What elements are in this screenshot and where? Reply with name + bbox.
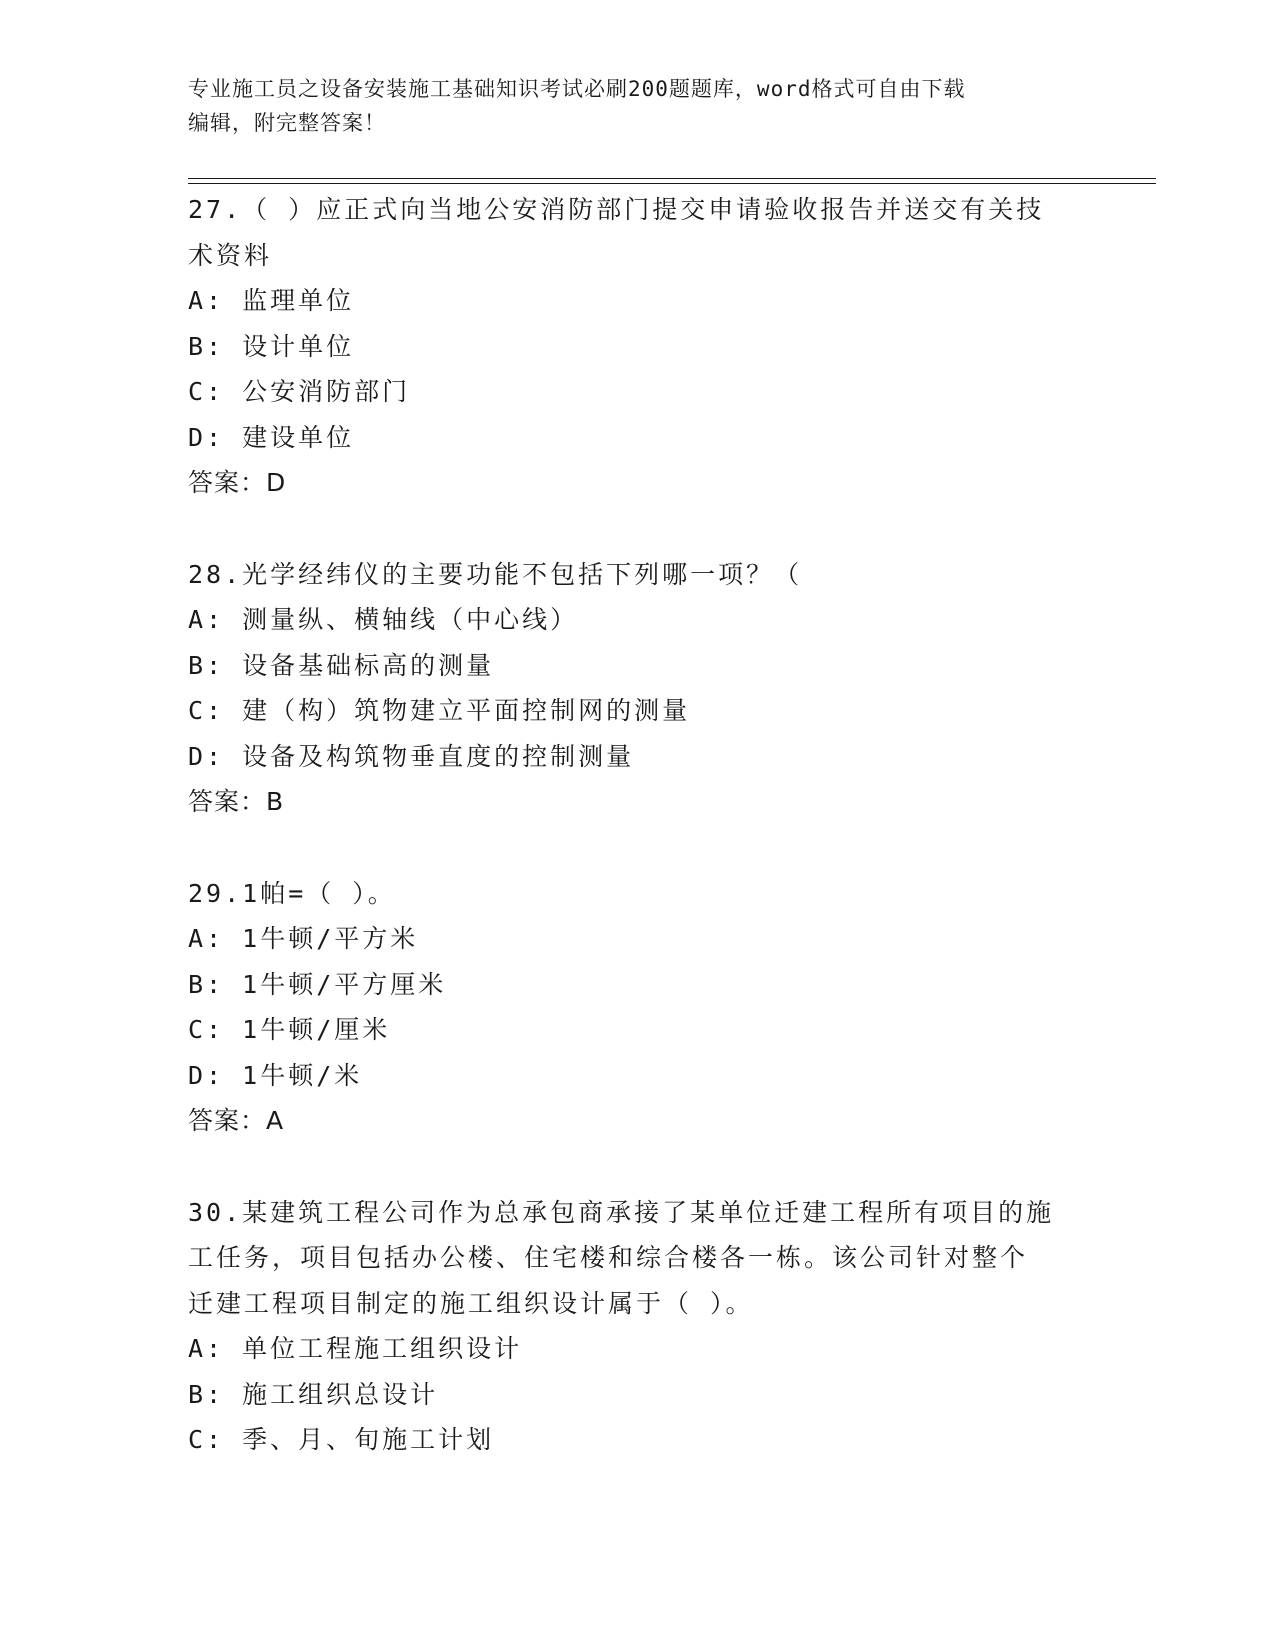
- question-28: [188, 552, 1088, 825]
- option-c: C: 季、月、旬施工计划: [188, 1425, 495, 1454]
- document-header: [188, 72, 1068, 140]
- answer: 答案：B: [188, 787, 285, 816]
- question-27: [188, 187, 1088, 506]
- option-d: D: 1牛顿/米: [188, 1060, 363, 1090]
- header-title-line-1: 专业施工员之设备安装施工基础知识考试必刷200题题库，word格式可自由下载: [188, 77, 966, 101]
- option-c: C: 公安消防部门: [188, 377, 411, 406]
- question-stem: 迁建工程项目制定的施工组织设计属于（ ）。: [188, 1288, 754, 1318]
- question-29: [188, 871, 1088, 1144]
- header-divider-bottom: [188, 183, 1156, 184]
- option-a: A: 测量纵、横轴线（中心线）: [188, 605, 579, 634]
- answer: 答案：D: [188, 468, 287, 497]
- question-stem: 术资料: [188, 240, 273, 270]
- answer: 答案：A: [188, 1106, 285, 1135]
- option-a: A: 单位工程施工组织设计: [188, 1334, 523, 1363]
- question-stem: 30.某建筑工程公司作为总承包商承接了某单位迁建工程所有项目的施: [188, 1197, 1055, 1227]
- question-30: [188, 1190, 1088, 1463]
- question-stem: 27.（ ）应正式向当地公安消防部门提交申请验收报告并送交有关技: [188, 195, 1045, 224]
- option-b: B: 1牛顿/平方厘米: [188, 969, 447, 999]
- question-stem: 28.光学经纬仪的主要功能不包括下列哪一项？（: [188, 559, 803, 589]
- header-title-line-2: 编辑，附完整答案！: [188, 111, 386, 135]
- option-c: C: 建（构）筑物建立平面控制网的测量: [188, 696, 691, 725]
- question-stem: 29.1帕=（ ）。: [188, 878, 396, 908]
- option-b: B: 设计单位: [188, 331, 355, 361]
- option-b: B: 施工组织总设计: [188, 1379, 439, 1409]
- question-list: [188, 187, 1088, 1509]
- header-divider-top: [188, 178, 1156, 179]
- option-c: C: 1牛顿/厘米: [188, 1015, 391, 1044]
- option-d: D: 建设单位: [188, 422, 355, 452]
- option-d: D: 设备及构筑物垂直度的控制测量: [188, 741, 635, 771]
- option-a: A: 1牛顿/平方米: [188, 924, 419, 953]
- option-a: A: 监理单位: [188, 286, 355, 315]
- question-stem: 工任务，项目包括办公楼、住宅楼和综合楼各一栋。该公司针对整个: [188, 1243, 1029, 1272]
- option-b: B: 设备基础标高的测量: [188, 650, 495, 680]
